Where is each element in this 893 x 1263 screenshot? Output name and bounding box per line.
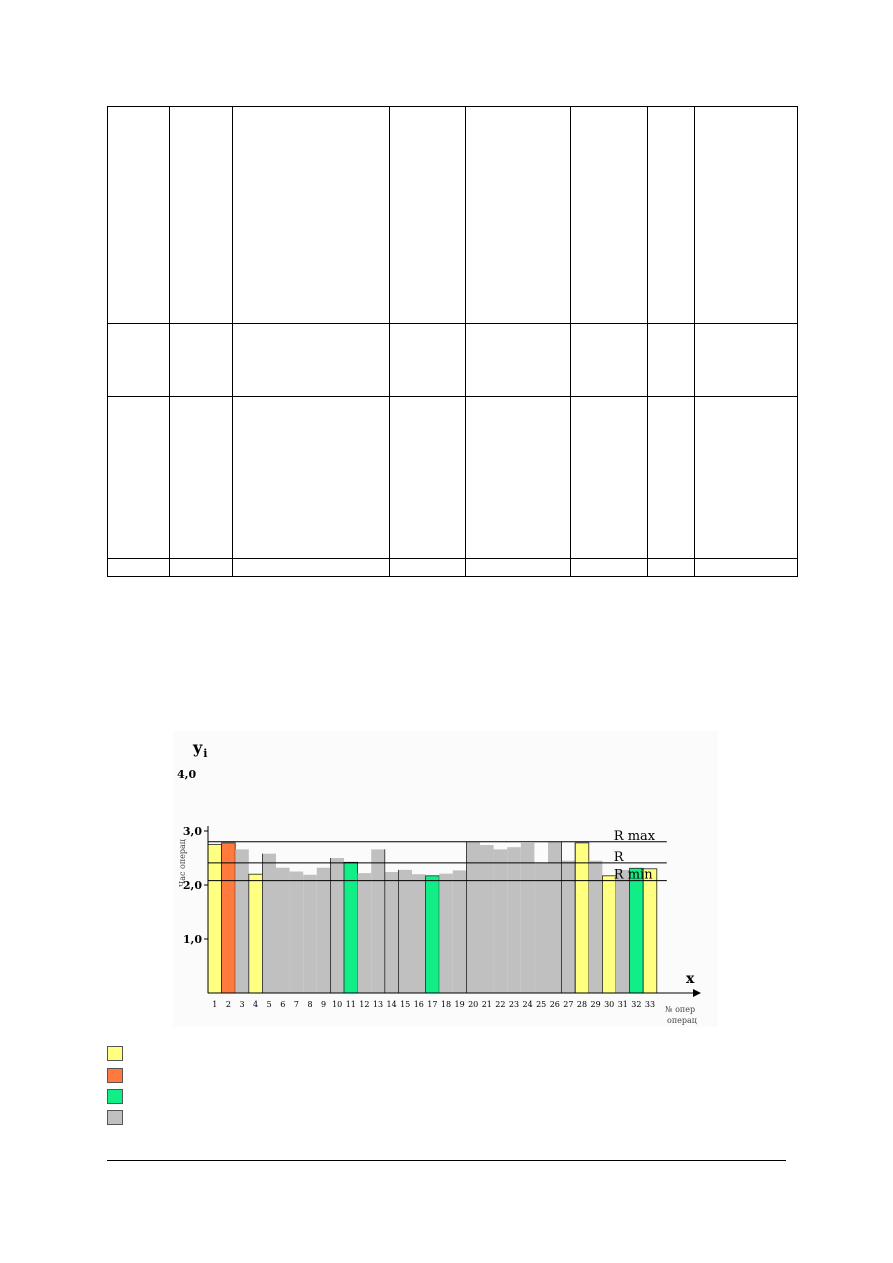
bar (426, 876, 440, 993)
x-tick-label: 2 (225, 1000, 231, 1009)
x-tick-label: 7 (293, 1000, 299, 1009)
table-row (108, 397, 798, 559)
legend-swatch-orange (107, 1068, 123, 1083)
x-tick-label: 31 (617, 1000, 628, 1009)
legend-swatch-gray (107, 1110, 123, 1125)
table-cell (695, 559, 798, 577)
table-cell (648, 559, 695, 577)
bar (466, 842, 480, 993)
x-tick-label: 25 (536, 1000, 547, 1009)
y-axis-title: Час операц (178, 839, 187, 887)
x-axis-title: № опер (665, 1005, 696, 1014)
table-cell (648, 107, 695, 324)
table-row (108, 324, 798, 397)
table-cell (108, 397, 170, 559)
table-row (108, 559, 798, 577)
table-cell (390, 397, 466, 559)
table-cell (466, 559, 571, 577)
x-tick-label: 24 (522, 1000, 533, 1009)
x-tick-label: 13 (372, 1000, 384, 1009)
x-tick-label: 10 (332, 1000, 343, 1009)
table-cell (108, 107, 170, 324)
bars-layer (208, 842, 657, 993)
bar (208, 845, 222, 994)
bar (235, 849, 249, 993)
table-cell (233, 397, 390, 559)
table-cell (390, 559, 466, 577)
bar (521, 843, 535, 993)
footer-rule (107, 1160, 786, 1161)
x-tick-label: 19 (454, 1000, 465, 1009)
x-axis-arrow (693, 989, 701, 997)
bar (630, 868, 644, 993)
x-tick-label: 4 (253, 1000, 259, 1009)
legend-swatch-yellow (107, 1046, 123, 1061)
x-tick-label: 30 (604, 1000, 615, 1009)
table-cell (571, 107, 648, 324)
x-tick-label: 14 (386, 1000, 397, 1009)
reference-line-label: R min (613, 867, 653, 883)
table-cell (695, 324, 798, 397)
bar (290, 872, 304, 994)
x-tick-label: 1 (212, 1000, 218, 1009)
x-tick-label: 27 (563, 1000, 574, 1009)
table-cell (108, 559, 170, 577)
bar (412, 874, 426, 993)
bar (643, 869, 657, 993)
x-tick-label: 29 (590, 1000, 601, 1009)
bar (303, 875, 317, 993)
x-tick-label: 12 (359, 1000, 370, 1009)
x-tick-label: 8 (307, 1000, 313, 1009)
y-tick-label: 3,0 (182, 825, 202, 838)
bar (439, 874, 453, 993)
y-axis-symbol: $y_i$ (193, 738, 208, 760)
bar (262, 854, 276, 993)
bar (575, 843, 589, 993)
table-cell (170, 107, 233, 324)
bar (453, 870, 467, 993)
table-cell (466, 397, 571, 559)
table-row (108, 107, 798, 324)
bar (534, 863, 548, 993)
x-tick-label: 9 (321, 1000, 327, 1009)
x-tick-label: 5 (266, 1000, 272, 1009)
table-cell (695, 107, 798, 324)
x-tick-label: 32 (631, 1000, 642, 1009)
reference-line-label: R max (613, 828, 656, 844)
chart-canvas (173, 731, 718, 1027)
bar (548, 842, 562, 993)
table-cell (466, 107, 571, 324)
bar (385, 872, 399, 993)
table-cell (466, 324, 571, 397)
x-tick-label: 26 (549, 1000, 560, 1009)
bar (616, 870, 630, 993)
x-tick-label: 33 (644, 1000, 656, 1009)
bar (358, 873, 372, 993)
y-top-label: 4,0 (177, 768, 197, 781)
bar (507, 847, 521, 993)
data-table (107, 106, 798, 577)
x-tick-label: 6 (280, 1000, 286, 1009)
x-tick-label: 28 (576, 1000, 588, 1009)
bar (222, 843, 236, 993)
bar (602, 876, 616, 993)
bar (249, 874, 263, 993)
x-tick-label: 15 (400, 1000, 411, 1009)
table-cell (233, 324, 390, 397)
table-cell (390, 324, 466, 397)
table-cell (571, 324, 648, 397)
table-cell (108, 324, 170, 397)
bar (371, 849, 385, 993)
bar (494, 849, 508, 993)
x-tick-label: 18 (440, 1000, 452, 1009)
bar (330, 858, 344, 993)
x-tick-label: 20 (468, 1000, 479, 1009)
table-cell (571, 397, 648, 559)
legend-swatch-green (107, 1089, 123, 1104)
x-tick-label: 17 (427, 1000, 438, 1009)
bar-chart (173, 731, 718, 1027)
bar (317, 868, 331, 993)
reference-line-label: R (613, 849, 624, 865)
table-cell (170, 324, 233, 397)
table-cell (233, 107, 390, 324)
table-cell (571, 559, 648, 577)
x-tick-label: 23 (508, 1000, 520, 1009)
bar (398, 870, 412, 993)
y-tick-label: 2,0 (182, 879, 202, 892)
bar (344, 862, 358, 993)
table-cell (170, 397, 233, 559)
bar (480, 845, 494, 993)
x-axis-symbol: x (686, 971, 695, 987)
x-tick-label: 16 (413, 1000, 424, 1009)
x-tick-label: 3 (239, 1000, 245, 1009)
x-tick-label: 22 (495, 1000, 506, 1009)
table-cell (648, 397, 695, 559)
x-tick-label: 11 (345, 1000, 356, 1009)
x-axis-title-line2: операц (667, 1016, 697, 1025)
bar (276, 868, 290, 993)
table-cell (170, 559, 233, 577)
table-cell (390, 107, 466, 324)
table-cell (695, 397, 798, 559)
x-tick-label: 21 (481, 1000, 492, 1009)
table-cell (648, 324, 695, 397)
table-cell (233, 559, 390, 577)
y-tick-label: 1,0 (182, 933, 202, 946)
